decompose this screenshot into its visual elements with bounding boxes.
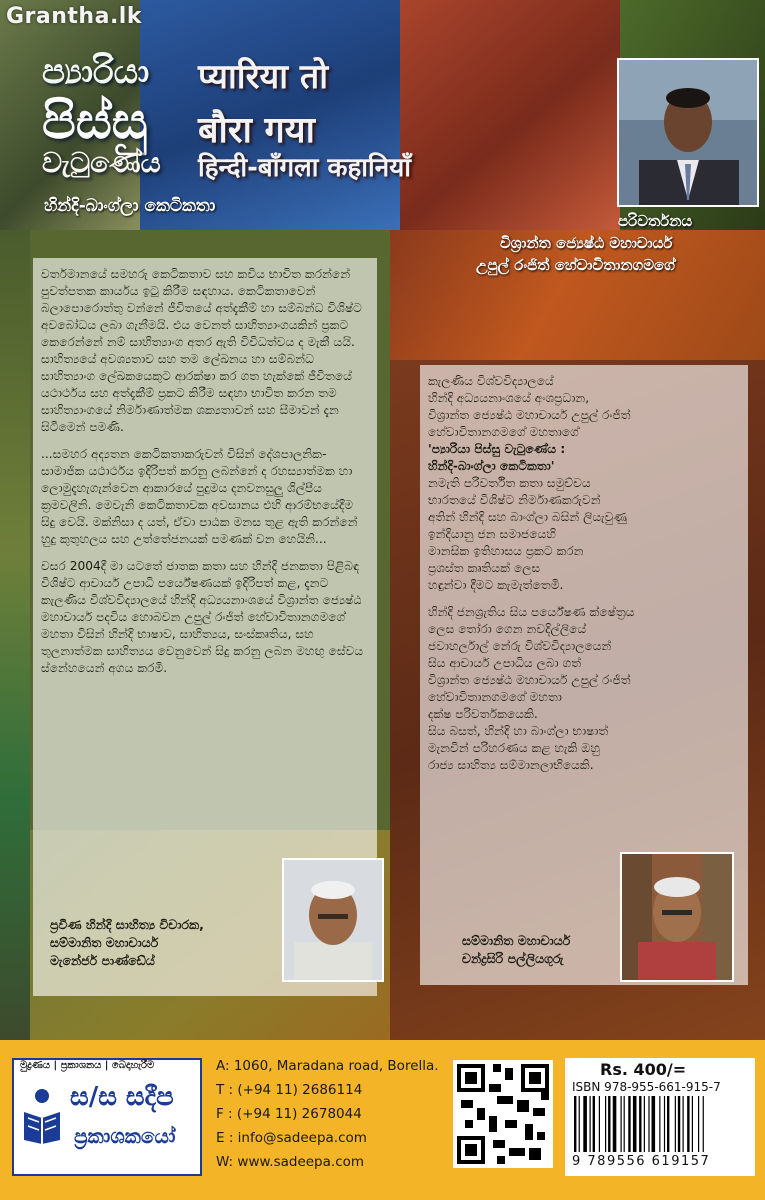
- title-line-1: ප්‍යාරියා: [42, 52, 150, 92]
- right-p1-line-8: ඉන්දියානු ජන සමාජයෙහි: [428, 527, 556, 541]
- left-signature-line-3: මැනේජර් පාණ්ඩේය්: [50, 953, 155, 968]
- hindi-title-line-2: बौरा गया: [198, 110, 315, 151]
- right-p2-line-9: මැනවින් පරිහරණය කළ හැකි ඔහු: [428, 741, 600, 755]
- publisher-email: E : info@sadeepa.com: [216, 1130, 367, 1146]
- right-p1-line-11: හඳුන්වා දීමට කැමැත්තෙමි.: [428, 578, 564, 592]
- right-p1-title-2: හින්දි-බාංග්ලා කෙටිකතා': [428, 459, 555, 473]
- right-p2-line-3: ජවාහර්ලාල් නේරු විශ්වවිද්‍යාලයෙන්: [428, 639, 612, 653]
- right-p1-line-7: අතින් හින්දි සහ බාංග්ලා බසින් ලියැවුණු: [428, 510, 628, 524]
- hindi-title-line-3: हिन्दी-बाँगला कहानियाँ: [198, 153, 412, 183]
- barcode-digits: 9 789556 619157: [572, 1154, 711, 1169]
- left-signature-line-1: ප්‍රවීණ හින්දි සාහිත්‍ය විචාරක,: [50, 917, 204, 932]
- right-p2-line-4: සිය ආචාර්ය උපාධිය ලබා ගත්: [428, 656, 582, 670]
- right-p2-line-1: හින්දි ජනශ්‍රැතිය සිය පර්යේෂණ ක්ෂේත්‍රය: [428, 605, 635, 619]
- left-review-paragraph-3: වසර 2004දී මා යටතේ ජාතක කතා සහ හින්දි ජනකතා පිළිබඳ විශිෂ්ට ආචාර්ය උපාධි පර්යේෂණයක් ඉදිරිපත් කළ, දැනට කැලණිය විශ්වවිද්‍යාලයේ හින්දි අධ්‍යයනාංශයේ විශ්‍රාන්ත ජ්‍යෙෂ්ඨ මහාචාර්ය පදවිය හොබවන උපුල් රංජිත් හේවාවිතානගමගේ මහතා විසින් හින්දි භාෂාව, සාහිත්‍යය, සංස්කෘතිය, සහ තුලනාත්මක සාහිත්‍යය වෙනුවෙන් සිදු කරනු ලබන මහඟු සේවය ස්නේහයෙන් අගය කරමි.: [41, 559, 364, 675]
- publisher-tagline: මුද්‍රණය | ප්‍රකාශනය | බෙදාහැරීම: [20, 1060, 155, 1071]
- reviewer-portrait-left: [282, 858, 384, 982]
- right-review-paragraph-2: [428, 604, 740, 774]
- right-p1-line-6: භාරතයේ විශිෂ්ට නිර්මාණකරුවන්: [428, 493, 601, 507]
- isbn-label: ISBN 978-955-661-915-7: [572, 1080, 721, 1094]
- title-line-2: පිස්සු: [42, 92, 148, 150]
- right-signature-line-1: සම්මානිත මහාචාර්ය: [462, 933, 571, 948]
- publisher-fax: F : (+94 11) 2678044: [216, 1106, 362, 1122]
- bg-tile-red: [400, 0, 620, 230]
- publisher-telephone: T : (+94 11) 2686114: [216, 1082, 363, 1098]
- right-review-signature: [462, 932, 570, 968]
- publisher-name: ස/ස සදීප: [70, 1082, 174, 1112]
- right-p1-line-1: කැලණිය විශ්වවිද්‍යාලයේ: [428, 374, 554, 388]
- title-line-3: වැටුණේය: [42, 146, 161, 179]
- publisher-website: W: www.sadeepa.com: [216, 1154, 365, 1170]
- right-review-paragraph-1: [428, 373, 740, 594]
- left-review-paragraph-2: ...සමහර අද්‍යතන කෙටිකතාකරුවන් විසින් දේශපාලනික-සාමාජික යථාර්ථය ඉදිරිපත් කරනු ලබන්නේ ද රහස්‍යාත්මක හා ලොමුදැහැගැන්වෙන ආකාරයේ පුදුමය දනවනසුලු ශිල්පීය ක්‍රමවලිනි. මෙවැනි කෙටිකතාවක අවසානය එහි ආරම්භයේදීම සිදු වෙයි. මක්නිසා ද යත්, ඒවා පාඨක මනස තුළ ඇති කරන්නේ හුදු කුතුහලය සහ උත්තේජනයක් පමණක් වන හෙයිනි...: [41, 447, 358, 546]
- price-label: Rs. 400/=: [600, 1060, 687, 1079]
- hindi-title-line-1: प्यारिया तो: [198, 57, 329, 97]
- right-p1-line-5: නමැති පරිවර්තිත කතා සමුච්චය: [428, 476, 591, 490]
- right-p2-line-7: දක්ෂ පරිවර්තකයෙකි.: [428, 707, 538, 721]
- publisher-address: A: 1060, Maradana road, Borella.: [216, 1058, 439, 1074]
- right-p2-line-2: ලෙස තෝරා ගෙන නවදිල්ලියේ: [428, 622, 587, 636]
- right-p1-line-3: විශ්‍රාන්ත ජ්‍යෙෂ්ඨ මහාචාර්ය උපුල් රංජිත්: [428, 408, 631, 422]
- left-signature-line-2: සම්මානිත මහාචාර්ය: [50, 935, 159, 950]
- left-review-paragraph-1: වර්තමානයේ සමහරු කෙටිකතාව සහ කවිය භාවිත කරන්නේ පුවත්පතක කාර්යය ඉටු කිරීම සඳහාය. කෙටිකතාවෙන් බලාපොරොත්තු වන්නේ ජීවිතයේ අත්දැකීම් හා සම්බන්ධ විශිෂ්ට අවබෝධය ලබා ගැනීමයි. එය වෙනත් සාහිත්‍යාංගයකින් ප්‍රකට කෙරෙන්නේ නම් සාහිත්‍යාංග අතර ඇති විවිධත්වය ද මැකී යයි. සාහිත්‍යයේ අවශ්‍යතාව සහ තම ලේඛනය හා සම්බන්ධ සාහිත්‍යාංග ලේඛකයෙකුට ආරක්ෂා කර ගත හැක්කේ ජීවිතයේ යථාර්ථය සහ අත්දැකීම් ප්‍රකට කිරීම සඳහා භාවිත කරන තම සාහිත්‍යාංගයේ නිර්මාණාත්මක ශක්‍යතාවන් සහ සීමාවන් දැන සිටීමෙන් පමණි.: [41, 267, 362, 434]
- bg-tile-leftstrip: [0, 230, 30, 1040]
- watermark: Grantha.lk: [6, 4, 142, 29]
- translator-name-line-2: උපුල් රංජිත් හේවාවිතානගමගේ: [476, 256, 675, 274]
- right-p2-line-8: සිය බසත්, හින්දි හා බාංග්ලා භාෂාත්: [428, 724, 609, 738]
- isbn-barcode: [572, 1096, 748, 1152]
- book-reader-icon: [22, 1086, 62, 1144]
- right-p1-line-9: මානසික ඉතිහාසය ප්‍රකට කරන: [428, 544, 584, 558]
- right-signature-line-2: චන්ද්‍රසිරි පල්ලියගුරු: [462, 951, 564, 966]
- translator-name-line-1: විශ්‍රාන්ත ජ්‍යෙෂ්ඨ මහාචාර්ය: [500, 234, 673, 252]
- publisher-name-suffix: ප්‍රකාශකයෝ: [74, 1124, 176, 1148]
- translator-label: පරිවර්තනය: [618, 212, 693, 230]
- qr-code: [453, 1060, 553, 1168]
- right-p1-line-10: ප්‍රශස්ත කෘතියක් ලෙස: [428, 561, 541, 575]
- reviewer-portrait-right: [620, 852, 734, 982]
- left-review-signature: [50, 916, 204, 970]
- right-p2-line-6: හේවාවිතානගමගේ මහතා: [428, 690, 562, 704]
- subtitle: හින්දි-බාංග්ලා කෙටිකතා: [44, 196, 216, 216]
- right-p2-line-10: රාජ්‍ය සාහිත්‍ය සම්මානලාභියෙකි.: [428, 758, 594, 772]
- translator-portrait: [617, 58, 759, 207]
- right-p1-line-4: හේවාවිතානගමගේ මහතාගේ: [428, 425, 579, 439]
- right-p1-line-2: හින්දි අධ්‍යයනාංශයේ අංශප්‍රධාන,: [428, 391, 590, 405]
- right-p2-line-5: විශ්‍රාන්ත ජ්‍යෙෂ්ඨ මහාචාර්ය උපුල් රංජිත්: [428, 673, 631, 687]
- right-p1-title-1: 'ප්‍යාරියා පිස්සු වැටුණේය :: [428, 442, 566, 456]
